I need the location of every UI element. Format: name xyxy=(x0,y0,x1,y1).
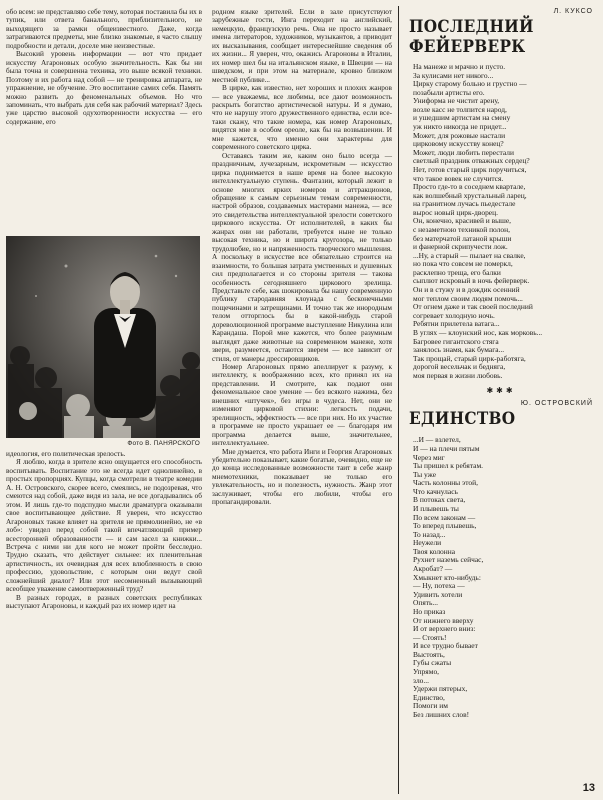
poem-line: Униформа не чистит арену, xyxy=(413,96,500,106)
column-divider xyxy=(398,6,399,794)
poem-line: — Стоять! xyxy=(413,632,447,642)
poem-title: ЕДИНСТВО xyxy=(409,409,516,430)
poem-line: Удивить хотели xyxy=(413,589,463,599)
paragraph: родном языке зрителей. Если в зале присутствуют зарубежные гости, Инга переходит на английский, немецкую, французскую речь. Она не просто называет имена литераторов, художников, музыкантов, а приводит их высказывания, сообщает интереснейшие сведения об их жизни... Я уверен, что, окажись Агароновы в Италии, их номер шел бы на итальянском языке, в Швеции — на шведском, и при этом на материале, кровно близком местной публике... xyxy=(212,8,392,84)
page-number: 13 xyxy=(582,782,595,794)
poem-line: В углях — клоунский нос, как морковь... xyxy=(413,327,543,337)
section-separator: ✱✱✱ xyxy=(486,386,516,396)
poem-lines xyxy=(413,63,597,380)
poem-line: сыплют искровый в ночь фейерверк. xyxy=(413,276,530,286)
poem-line: вырос новый цирк-дворец. xyxy=(413,207,498,217)
poem-line: ...И — взлетел, xyxy=(413,435,461,445)
poem-author: Л. КУКСО xyxy=(553,8,593,15)
poem-line: возле касс не толпится народ, xyxy=(413,104,507,114)
poem-line: Через миг xyxy=(413,452,445,462)
poem-line: И все трудно бывает xyxy=(413,641,478,651)
column-1-top xyxy=(6,8,202,126)
poem-line: на гранитном лучась пьедестале xyxy=(413,199,516,209)
poem-line: Удержи пятерых, xyxy=(413,684,468,694)
poem-line: Так прощай, старый цирк-работяга, xyxy=(413,353,526,363)
paragraph: Оставаясь таким же, каким оно было всегда — праздничным, лучезарным, искрометным — искусство цирка поднимается в наше время на более высокую интеллектуальную ступень. Фантазии, который лежит в основе многих ярких номеров и аттракционов, обращение к самым серьезным темам современности, настрой образов, создаваемых мастерами манежа, — все это свидетельства интеллектуальной зрелости советского циркового искусства. От исполнителей, в каких бы жанрах они ни работали, требуется ныне не только высокая техника, но и широта кругозора, не только трудолюбие, но и напряженность творческого мышления. А поскольку в искусстве все обязательно строится на взаимности, то большая затрата умственных и душевных сил предполагается и со стороны зрителя — такова особенность сегодняшнего циркового зрелища. Представьте себе, как шокировала бы нашу современную публику стародавняя клоунада с бесконечными пощечинами и затрещинами. И точно так же инородным телом отторглось бы в какой-нибудь старой дореволюционной программе выступление Никулина или Карандаша. Порой мне кажется, что более разумным выглядят даже животные на современном манеже, хотя звери, разумеется, остаются зверем — все зависит от стиля, от манеры дрессировщиков. xyxy=(212,151,392,363)
poem-title: ПОСЛЕДНИЙ ФЕЙЕРВЕРК xyxy=(409,17,534,57)
article-text-col1-bottom xyxy=(6,450,202,611)
poem-line: Губы сжаты xyxy=(413,658,452,668)
poem-line: За кулисами нет никого... xyxy=(413,70,494,80)
poem-line: светлый праздник отважных сердец? xyxy=(413,156,530,166)
poem-line: зло... xyxy=(413,675,429,685)
poem-line: Нет, готов старый цирк поручиться, xyxy=(413,164,527,174)
poem-line: Акробат? — xyxy=(413,564,453,574)
poem-line: И плывешь ты xyxy=(413,504,459,514)
poem-line: Упрямо, xyxy=(413,667,440,676)
poem-line: И от верхнего вниз: xyxy=(413,624,476,634)
poem-line: Ты уже xyxy=(413,469,436,479)
poem-line: расклепно треща, его балки xyxy=(413,267,501,277)
paragraph: Я люблю, когда в зрителе ясно ощущается его способность воспитывать. Воспитание это не всегда идет однолинейно, в простых пропорциях. Купцы, когда смотрели в театре комедии А. Н. Островского, скорее всего, смеялись, не подозревая, что смеются над собой, даже видя из зала, не все догадывались об этом. И лишь где-то подспудно мысли драматурга оказывали свое воспитывающее действие. Я уверен, что искусство Агароновых также влияет на зрителя не прямолинейно, не «в лоб»: увидел перед собой такой впечатляющий пример всесторонней образованности — и сам засел за книжки... Встреча с ними ни для кого не может пройти бесследно. Трудно сказать, что действует сильнее: их пленительная артистичность, их очевидная для всех влюбленность в свою профессию, удовольствие, с которым они ведут свой сложнейший диалог? Или этот несомненный вызывающий всеобщее уважение самоотверженный труд? xyxy=(6,458,202,594)
article-text-col2 xyxy=(212,8,392,507)
poem-line: но пока что совсем не померкл, xyxy=(413,259,513,269)
poem-line: Он, конечно, красивей и выше, xyxy=(413,216,512,226)
poem-line: Часть колонны этой, xyxy=(413,478,478,488)
paragraph: Мне думается, что работа Инги и Георгия Агароновых убедительно показывает, какие богатые, очевидно, еще не до конца исследованные возможности таит в себе жанр мнемотехники, показывает не только его увлекательность, но и полезность, нужность. Жанр этот заслуживает, чтобы его любили, чтобы его пропагандировали. xyxy=(212,447,392,507)
photo-illustration xyxy=(6,236,200,438)
poem-line: без матерчатой латаной крыши xyxy=(413,233,512,243)
poem-line: Может, для рожовые настали xyxy=(413,130,506,140)
poem-line: Но приказ xyxy=(413,606,446,616)
poem-line: От нижнего вверху xyxy=(413,615,474,625)
poem-line: Твоя колонна xyxy=(413,546,456,556)
poem-line: И — на плечи пятым xyxy=(413,443,480,453)
poem-line: То назад... xyxy=(413,529,446,539)
column-2 xyxy=(212,8,392,507)
poem-line: позабыли артисты его. xyxy=(413,87,485,97)
poem-line: уж никто никогда не придет... xyxy=(413,122,507,132)
poem-line: Хмыкнет кто-нибудь: xyxy=(413,572,481,582)
article-text-col1-top xyxy=(6,8,202,126)
poem-line: мог теплом своим людям помочь... xyxy=(413,293,523,303)
poem-line: В потоках света, xyxy=(413,495,466,505)
poem-line: и ушедшим артистам на смену xyxy=(413,113,511,123)
poem-line: — Ну, потеха — xyxy=(413,581,465,591)
poem-line: Ребятни прилетела ватага... xyxy=(413,319,500,329)
poem-line: согревает холодную ночь. xyxy=(413,310,495,320)
paragraph: В цирке, как известно, нет хороших и плохих жанров — все уважаемы, все любимы, все дают возможность раскрыть богатство артистической натуры. И я думаю, что не нарушу этого дружественного единства, если все-таки скажу, что такие номера, как номер Агароновых, видятся мне в особом ореоле, как бы на возвышении. И мне кажется, что именно они характерны для современного советского цирка. xyxy=(212,84,392,152)
poem-line: занялось знамя, как бумага... xyxy=(413,345,505,355)
circus-photo xyxy=(6,236,200,438)
poem-line: То вперед плывешь, xyxy=(413,521,477,531)
poem-line: Помоги им xyxy=(413,701,448,711)
poem-line: Просто где-то в соседнем квартале, xyxy=(413,182,526,192)
poem-line: По всем законам — xyxy=(413,512,476,522)
poem-line: Единство, xyxy=(413,692,445,702)
paragraph: В разных городах, в разных советских республиках выступают Агароновы, и каждый раз их номер идет на xyxy=(6,593,202,611)
poem-line: ...Ну, а старый — пылает на свалке, xyxy=(413,250,526,260)
poem-line: Что качнулась xyxy=(413,486,458,496)
poem-line: Без лишних слов! xyxy=(413,709,470,719)
poem-lines xyxy=(413,436,597,719)
poem-line: Может, люди любить перестали xyxy=(413,147,514,157)
poem-line: как волшебный хрустальный ларец, xyxy=(413,190,527,200)
paragraph: обо всем: не представляю себе тему, которая поставила бы их в тупик, или ответа банального, приблизительного, не выходящего за рамки общеизвестного. Даже, когда затрагиваются предметы, мне близко знакомые, я часто слышу подробности и детали, доселе мне неизвестные. xyxy=(6,8,202,50)
poem-line: Выстоять, xyxy=(413,649,445,659)
poem-line: На манеже и мрачно и пусто. xyxy=(413,62,506,71)
poem-line: с незаметною техникой полон, xyxy=(413,224,510,234)
poem-line: моя первая в жизни любовь. xyxy=(413,370,503,380)
poem-line: Он и в стужу и в дождик осенний xyxy=(413,285,520,295)
poems-column xyxy=(405,8,597,719)
poem-line: что такое вовек не случится. xyxy=(413,173,504,183)
column-1-bottom xyxy=(6,450,202,611)
paragraph: Номер Агароновых прямо апеллирует к разуму, к интеллекту, к воображению всех, кто принял их на представлении. И смотрите, как подают они феноменальное свое умение — без всякого нажима, без внешних «штучек», без игры в чудеса. Нет, они не изменяют цирковой стихии: легкость подачи, зрелищность, эффектность — все при них. Но их участие в программе не просто украшает ее — благодаря им программа делается выше, значительнее, интеллектуальнее. xyxy=(212,363,392,448)
poem-line: Опять... xyxy=(413,598,438,608)
paragraph: идеология, его политическая зрелость. xyxy=(6,450,126,458)
poem-line: От огнем даже и так своей последний xyxy=(413,302,533,312)
poem-line: Ты пришел к ребятам. xyxy=(413,461,484,471)
poem-line: Цирку старому больно и грустно — xyxy=(413,79,527,89)
poem-author: Ю. ОСТРОВСКИЙ xyxy=(520,400,593,408)
poem-line: Рухнет наземь сейчас, xyxy=(413,555,484,565)
poem-line: цирковому искусству конец? xyxy=(413,139,504,149)
poem-line: дорогой весельчак и бедняга, xyxy=(413,362,506,372)
poem-line: Неужели xyxy=(413,538,442,548)
paragraph: Высокий уровень информации — вот что придает искусству Агароновых особую значительность. Как бы ни была точна и совершенна техника, это выше всякой техники. Поэтому и их работа над собой — не тренировка аппарата, не упражнение, не обучение. Это воспитание самих себя. Память можно развить до феноменальных объемов. Но что запоминать, что выбрать для себя как рабочий материал? Здесь уже царство высокой одухотворенности искусства — его содержание, его xyxy=(6,50,202,126)
poem-line: и фанерной скрипучести лож. xyxy=(413,242,508,252)
poem-line: Багровее гигантского стяга xyxy=(413,336,499,346)
photo-caption: Фото В. ПАНЯРСКОГО xyxy=(127,440,200,447)
